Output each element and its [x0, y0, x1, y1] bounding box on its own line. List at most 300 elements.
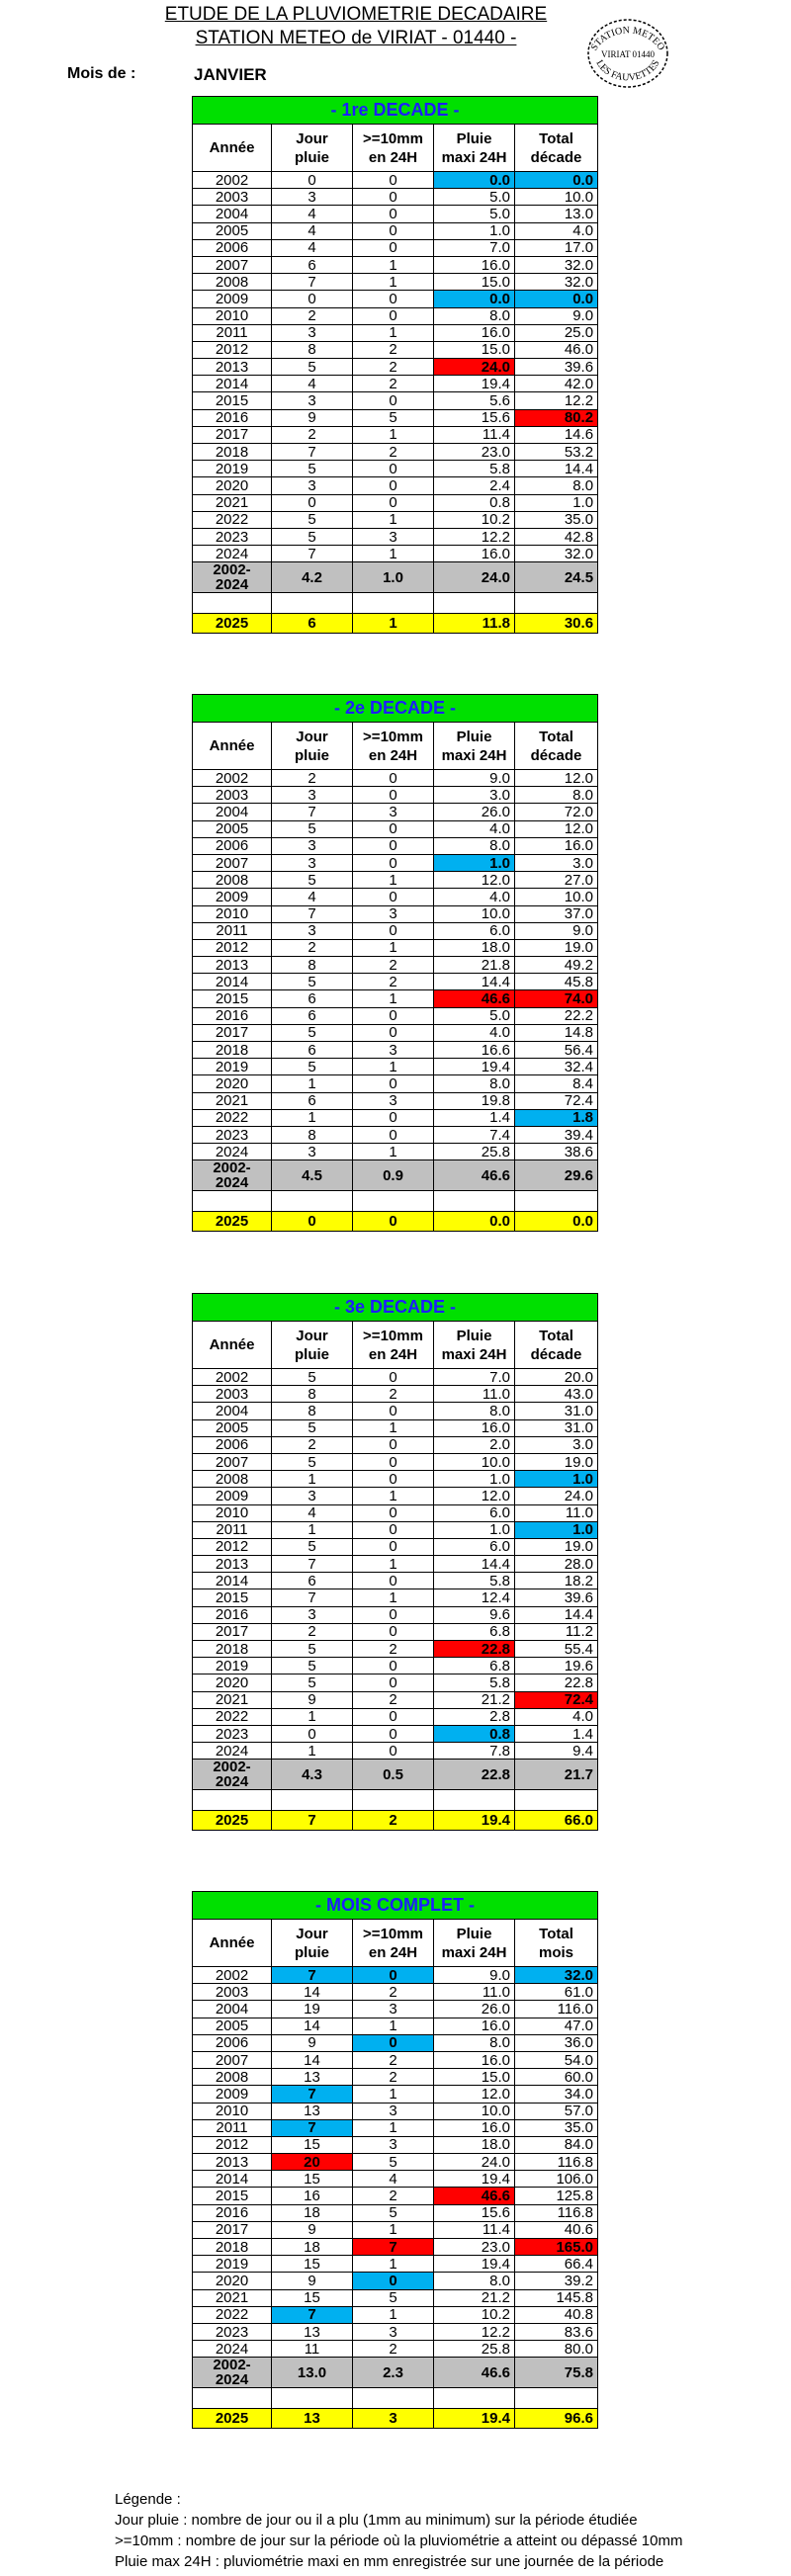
table-cell: 3	[272, 837, 353, 854]
table-cell: 12.0	[434, 1488, 515, 1504]
current-year-cell: 19.4	[434, 1811, 515, 1831]
col-total-line2: mois	[538, 1943, 573, 1961]
table-row	[193, 511, 598, 528]
section-title-row	[193, 97, 598, 125]
table-cell: 2	[272, 939, 353, 956]
table-row	[193, 1488, 598, 1504]
col-total	[515, 1322, 598, 1369]
table-cell: 25.0	[515, 324, 598, 341]
table-row	[193, 974, 598, 990]
table-cell: 32.0	[515, 1967, 598, 1984]
table-cell: 2012	[193, 2136, 272, 2153]
table-cell: 26.0	[434, 804, 515, 820]
table-cell: 2020	[193, 1075, 272, 1092]
table-cell: 5	[272, 872, 353, 889]
col-pluie-max	[434, 1322, 515, 1369]
table-cell: 83.6	[515, 2323, 598, 2340]
table-cell: 55.4	[515, 1641, 598, 1658]
table-row	[193, 1725, 598, 1742]
table-cell: 0	[353, 461, 434, 477]
col-jour-pluie-line1: Jour	[296, 129, 328, 147]
table-cell: 36.0	[515, 2034, 598, 2051]
table-cell: 7	[272, 804, 353, 820]
table-cell: 4.0	[515, 222, 598, 239]
table-cell: 2	[353, 359, 434, 376]
spacer-cell	[272, 1790, 353, 1811]
current-year-cell: 0.0	[515, 1212, 598, 1232]
table-cell: 0	[353, 1109, 434, 1126]
table-cell: 2019	[193, 1658, 272, 1674]
table-cell: 2013	[193, 2154, 272, 2171]
table-row	[193, 2103, 598, 2119]
col-total-line2: décade	[530, 746, 582, 764]
table-cell: 1	[272, 1743, 353, 1760]
section-title-row	[193, 1294, 598, 1322]
col-sup10	[353, 1920, 434, 1967]
table-cell: 3	[272, 189, 353, 206]
table-cell: 2	[353, 2069, 434, 2086]
legend-line-jour-pluie: Jour pluie : nombre de jour ou il a plu (1mm au minimum) sur la période étudiée	[115, 2512, 638, 2529]
table-row	[193, 376, 598, 392]
table-cell: 2004	[193, 1403, 272, 1419]
table-cell: 9	[272, 2034, 353, 2051]
table-cell: 2	[353, 376, 434, 392]
table-cell: 9.0	[434, 1967, 515, 1984]
table-row	[193, 546, 598, 562]
table-cell: 13	[272, 2323, 353, 2340]
col-total-line2: décade	[530, 1345, 582, 1363]
spacer-cell	[272, 593, 353, 614]
table-cell: 2004	[193, 206, 272, 222]
table-cell: 37.0	[515, 905, 598, 922]
table-cell: 5	[272, 511, 353, 528]
table-cell: 43.0	[515, 1386, 598, 1403]
table-row	[193, 1386, 598, 1403]
table-cell: 0	[353, 1521, 434, 1538]
rain-table	[192, 694, 598, 1232]
table-cell: 2006	[193, 239, 272, 256]
table-cell: 2021	[193, 2289, 272, 2306]
table-cell: 4.0	[434, 820, 515, 837]
table-row	[193, 1623, 598, 1640]
table-cell: 0.8	[434, 1725, 515, 1742]
table-cell: 2	[353, 974, 434, 990]
table-cell: 1.0	[515, 1521, 598, 1538]
table-cell: 9	[272, 2273, 353, 2289]
table-cell: 7	[353, 2239, 434, 2256]
legend-line-pluie-max: Pluie max 24H : pluviométrie maxi en mm enregistrée sur une journée de la période	[115, 2553, 664, 2570]
table-cell: 0	[353, 1007, 434, 1024]
table-cell: 16.0	[434, 2051, 515, 2068]
table-cell: 32.4	[515, 1059, 598, 1075]
col-jour-pluie	[272, 723, 353, 770]
table-cell: 0	[272, 291, 353, 307]
section-title: - 3e DECADE -	[193, 1294, 598, 1322]
table-cell: 19.6	[515, 1658, 598, 1674]
table-cell: 0	[353, 1453, 434, 1470]
table-cell: 1	[353, 546, 434, 562]
table-cell: 7	[272, 2086, 353, 2103]
table-row	[193, 189, 598, 206]
table-cell: 46.0	[515, 341, 598, 358]
table-cell: 3	[272, 787, 353, 804]
average-cell: 2002-2024	[193, 2358, 272, 2388]
table-cell: 13	[272, 2103, 353, 2119]
col-jour-pluie	[272, 1322, 353, 1369]
table-cell: 2015	[193, 1589, 272, 1606]
table-cell: 2021	[193, 1691, 272, 1708]
spacer-cell	[434, 593, 515, 614]
rain-table	[192, 1293, 598, 1831]
table-cell: 2	[353, 444, 434, 461]
table-cell: 12.0	[434, 2086, 515, 2103]
page-title: ETUDE DE LA PLUVIOMETRIE DECADAIRE	[164, 4, 548, 25]
table-cell: 5.8	[434, 461, 515, 477]
table-cell: 31.0	[515, 1419, 598, 1436]
table-cell: 2020	[193, 2273, 272, 2289]
table-cell: 31.0	[515, 1403, 598, 1419]
table-cell: 2013	[193, 1556, 272, 1573]
table-cell: 2016	[193, 1606, 272, 1623]
table-cell: 80.0	[515, 2341, 598, 2358]
table-cell: 1	[353, 1488, 434, 1504]
table-cell: 19.4	[434, 376, 515, 392]
table-cell: 60.0	[515, 2069, 598, 2086]
col-total	[515, 125, 598, 172]
table-cell: 18.0	[434, 2136, 515, 2153]
table-cell: 2022	[193, 511, 272, 528]
col-sup10-line2: en 24H	[368, 746, 418, 764]
table-cell: 5	[272, 1674, 353, 1691]
table-cell: 14.6	[515, 426, 598, 443]
table-cell: 2006	[193, 837, 272, 854]
table-row	[193, 1658, 598, 1674]
table-row	[193, 2086, 598, 2103]
table-cell: 19.8	[434, 1092, 515, 1109]
table-cell: 5.0	[434, 206, 515, 222]
table-row	[193, 1007, 598, 1024]
table-cell: 0	[353, 922, 434, 939]
table-cell: 8	[272, 957, 353, 974]
col-sup10	[353, 125, 434, 172]
table-cell: 19.4	[434, 2171, 515, 2188]
table-cell: 1.4	[434, 1109, 515, 1126]
table-row	[193, 222, 598, 239]
average-cell: 4.5	[272, 1160, 353, 1191]
current-year-cell: 6	[272, 614, 353, 634]
table-cell: 53.2	[515, 444, 598, 461]
table-cell: 5	[353, 2289, 434, 2306]
spacer-cell	[515, 593, 598, 614]
table-cell: 0	[353, 1436, 434, 1453]
table-cell: 12.0	[515, 770, 598, 787]
table-cell: 2016	[193, 2204, 272, 2221]
table-cell: 4	[272, 206, 353, 222]
spacer-cell	[193, 2388, 272, 2409]
stamp-bottom-text: LES FAUVETTES	[593, 58, 662, 84]
table-cell: 0	[353, 770, 434, 787]
table-cell: 15.0	[434, 2069, 515, 2086]
table-cell: 72.0	[515, 804, 598, 820]
table-cell: 2024	[193, 546, 272, 562]
table-cell: 12.0	[515, 820, 598, 837]
table-cell: 80.2	[515, 409, 598, 426]
table-cell: 0	[353, 854, 434, 871]
table-cell: 6.8	[434, 1658, 515, 1674]
table-cell: 7	[272, 1967, 353, 1984]
table-cell: 2005	[193, 222, 272, 239]
col-total	[515, 723, 598, 770]
table-cell: 4.0	[434, 1024, 515, 1041]
table-cell: 0	[353, 2034, 434, 2051]
col-pluie-max-line1: Pluie	[456, 129, 492, 147]
col-jour-pluie	[272, 1920, 353, 1967]
table-cell: 0	[353, 1623, 434, 1640]
table-row	[193, 274, 598, 291]
table-row	[193, 528, 598, 545]
table-row	[193, 1042, 598, 1059]
table-cell: 5	[272, 974, 353, 990]
average-cell: 21.7	[515, 1760, 598, 1790]
table-cell: 16.0	[515, 837, 598, 854]
table-row	[193, 2001, 598, 2018]
table-cell: 2009	[193, 291, 272, 307]
table-cell: 116.8	[515, 2154, 598, 2171]
table-cell: 0	[353, 239, 434, 256]
table-cell: 39.4	[515, 1126, 598, 1143]
table-cell: 116.0	[515, 2001, 598, 2018]
table-cell: 3	[353, 804, 434, 820]
table-cell: 2002	[193, 172, 272, 189]
col-sup10	[353, 1322, 434, 1369]
table-cell: 16.0	[434, 546, 515, 562]
table-cell: 12.2	[434, 528, 515, 545]
table-cell: 1	[353, 872, 434, 889]
table-cell: 2014	[193, 376, 272, 392]
table-cell: 9	[272, 1691, 353, 1708]
table-cell: 1	[353, 324, 434, 341]
table-cell: 1	[353, 1419, 434, 1436]
table-cell: 20	[272, 2154, 353, 2171]
table-cell: 7.0	[434, 239, 515, 256]
table-cell: 125.8	[515, 2188, 598, 2204]
table-row	[193, 1436, 598, 1453]
table-cell: 2024	[193, 2341, 272, 2358]
table-cell: 14.4	[434, 1556, 515, 1573]
spacer-cell	[193, 1790, 272, 1811]
col-annee: Année	[193, 125, 272, 172]
table-cell: 5	[353, 2154, 434, 2171]
table-cell: 9	[272, 409, 353, 426]
table-cell: 2002	[193, 770, 272, 787]
section-1	[192, 96, 597, 634]
table-cell: 0	[353, 307, 434, 324]
header-row	[193, 125, 598, 172]
table-cell: 2009	[193, 889, 272, 905]
table-cell: 5	[272, 359, 353, 376]
table-cell: 2003	[193, 1386, 272, 1403]
table-cell: 4	[272, 889, 353, 905]
table-cell: 4.0	[434, 889, 515, 905]
table-cell: 8.0	[434, 1075, 515, 1092]
current-year-row	[193, 614, 598, 634]
current-year-cell: 19.4	[434, 2409, 515, 2429]
header-row	[193, 1322, 598, 1369]
table-cell: 0	[272, 494, 353, 511]
table-cell: 1	[272, 1471, 353, 1488]
table-row	[193, 172, 598, 189]
table-cell: 4	[272, 1504, 353, 1521]
table-cell: 106.0	[515, 2171, 598, 2188]
table-cell: 9.0	[434, 770, 515, 787]
table-cell: 7	[272, 546, 353, 562]
section-title: - MOIS COMPLET -	[193, 1892, 598, 1920]
table-cell: 21.8	[434, 957, 515, 974]
table-cell: 0	[353, 1024, 434, 1041]
stamp-mid-text: VIRIAT 01440	[600, 49, 656, 59]
table-cell: 5.0	[434, 189, 515, 206]
average-cell: 2.3	[353, 2358, 434, 2388]
table-row	[193, 1708, 598, 1725]
table-cell: 6	[272, 1092, 353, 1109]
table-cell: 4.0	[515, 1708, 598, 1725]
col-annee: Année	[193, 1322, 272, 1369]
current-year-cell: 30.6	[515, 614, 598, 634]
table-cell: 1	[272, 1109, 353, 1126]
table-cell: 15	[272, 2136, 353, 2153]
average-cell: 13.0	[272, 2358, 353, 2388]
spacer-cell	[353, 1790, 434, 1811]
table-cell: 16.0	[434, 2018, 515, 2034]
table-cell: 8	[272, 341, 353, 358]
table-cell: 6	[272, 990, 353, 1007]
table-cell: 22.2	[515, 1007, 598, 1024]
table-cell: 0	[353, 1573, 434, 1589]
table-row	[193, 1984, 598, 2001]
table-cell: 27.0	[515, 872, 598, 889]
table-cell: 10.0	[515, 889, 598, 905]
table-cell: 0	[272, 172, 353, 189]
table-cell: 3	[272, 392, 353, 409]
table-cell: 2019	[193, 2256, 272, 2273]
table-cell: 5	[272, 528, 353, 545]
table-cell: 2022	[193, 2306, 272, 2323]
table-cell: 12.0	[434, 872, 515, 889]
table-cell: 7.8	[434, 1743, 515, 1760]
current-year-cell: 2025	[193, 1811, 272, 1831]
table-cell: 2003	[193, 1984, 272, 2001]
table-cell: 12.2	[434, 2323, 515, 2340]
table-row	[193, 2239, 598, 2256]
col-total-line1: Total	[539, 728, 573, 745]
col-pluie-max-line2: maxi 24H	[441, 746, 507, 764]
table-row	[193, 239, 598, 256]
table-row	[193, 256, 598, 273]
table-cell: 1.0	[434, 222, 515, 239]
table-row	[193, 2154, 598, 2171]
table-cell: 2	[353, 1691, 434, 1708]
table-cell: 0	[272, 1725, 353, 1742]
table-row	[193, 477, 598, 494]
table-cell: 10.0	[434, 1453, 515, 1470]
table-cell: 3	[353, 528, 434, 545]
table-cell: 2	[353, 2051, 434, 2068]
table-cell: 2013	[193, 957, 272, 974]
table-cell: 23.0	[434, 444, 515, 461]
table-row	[193, 939, 598, 956]
stamp-top-text: STATION METEO	[588, 25, 667, 53]
table-cell: 2	[353, 1984, 434, 2001]
spacer-row	[193, 1191, 598, 1212]
table-cell: 10.0	[434, 905, 515, 922]
table-cell: 2011	[193, 1521, 272, 1538]
table-cell: 2008	[193, 2069, 272, 2086]
table-cell: 2022	[193, 1109, 272, 1126]
table-cell: 2022	[193, 1708, 272, 1725]
table-cell: 2015	[193, 990, 272, 1007]
table-cell: 2016	[193, 409, 272, 426]
table-cell: 0	[353, 1504, 434, 1521]
table-cell: 0	[353, 1708, 434, 1725]
table-cell: 2019	[193, 1059, 272, 1075]
table-cell: 2010	[193, 1504, 272, 1521]
table-cell: 23.0	[434, 2239, 515, 2256]
table-row	[193, 1538, 598, 1555]
col-sup10-line1: >=10mm	[363, 728, 423, 745]
spacer-cell	[434, 1790, 515, 1811]
legend-line-10mm: >=10mm : nombre de jour sur la période où la pluviométrie a atteint ou dépassé 10mm	[115, 2533, 683, 2549]
table-row	[193, 1075, 598, 1092]
table-cell: 2014	[193, 1573, 272, 1589]
current-year-row	[193, 1811, 598, 1831]
table-cell: 1	[353, 511, 434, 528]
col-jour-pluie-line2: pluie	[294, 746, 329, 764]
table-cell: 2014	[193, 974, 272, 990]
table-cell: 2	[353, 2188, 434, 2204]
table-row	[193, 1641, 598, 1658]
table-row	[193, 1059, 598, 1075]
table-cell: 10.2	[434, 511, 515, 528]
table-cell: 46.6	[434, 990, 515, 1007]
table-cell: 3	[272, 1144, 353, 1160]
table-cell: 0	[353, 494, 434, 511]
table-cell: 9.6	[434, 1606, 515, 1623]
table-cell: 9.0	[515, 307, 598, 324]
table-cell: 2.0	[434, 1436, 515, 1453]
table-row	[193, 905, 598, 922]
table-row	[193, 359, 598, 376]
col-sup10-line2: en 24H	[368, 148, 418, 166]
table-row	[193, 1109, 598, 1126]
table-cell: 6.8	[434, 1623, 515, 1640]
table-cell: 1	[353, 939, 434, 956]
table-cell: 2014	[193, 2171, 272, 2188]
table-cell: 2018	[193, 444, 272, 461]
table-row	[193, 872, 598, 889]
table-cell: 6	[272, 1007, 353, 1024]
table-cell: 7	[272, 2119, 353, 2136]
table-cell: 0	[353, 172, 434, 189]
table-cell: 1	[353, 1059, 434, 1075]
table-cell: 0	[353, 1967, 434, 1984]
table-cell: 15.0	[434, 274, 515, 291]
table-cell: 2	[272, 1436, 353, 1453]
table-cell: 2021	[193, 1092, 272, 1109]
table-cell: 2023	[193, 1725, 272, 1742]
table-row	[193, 889, 598, 905]
average-cell: 46.6	[434, 2358, 515, 2388]
table-cell: 3	[272, 854, 353, 871]
